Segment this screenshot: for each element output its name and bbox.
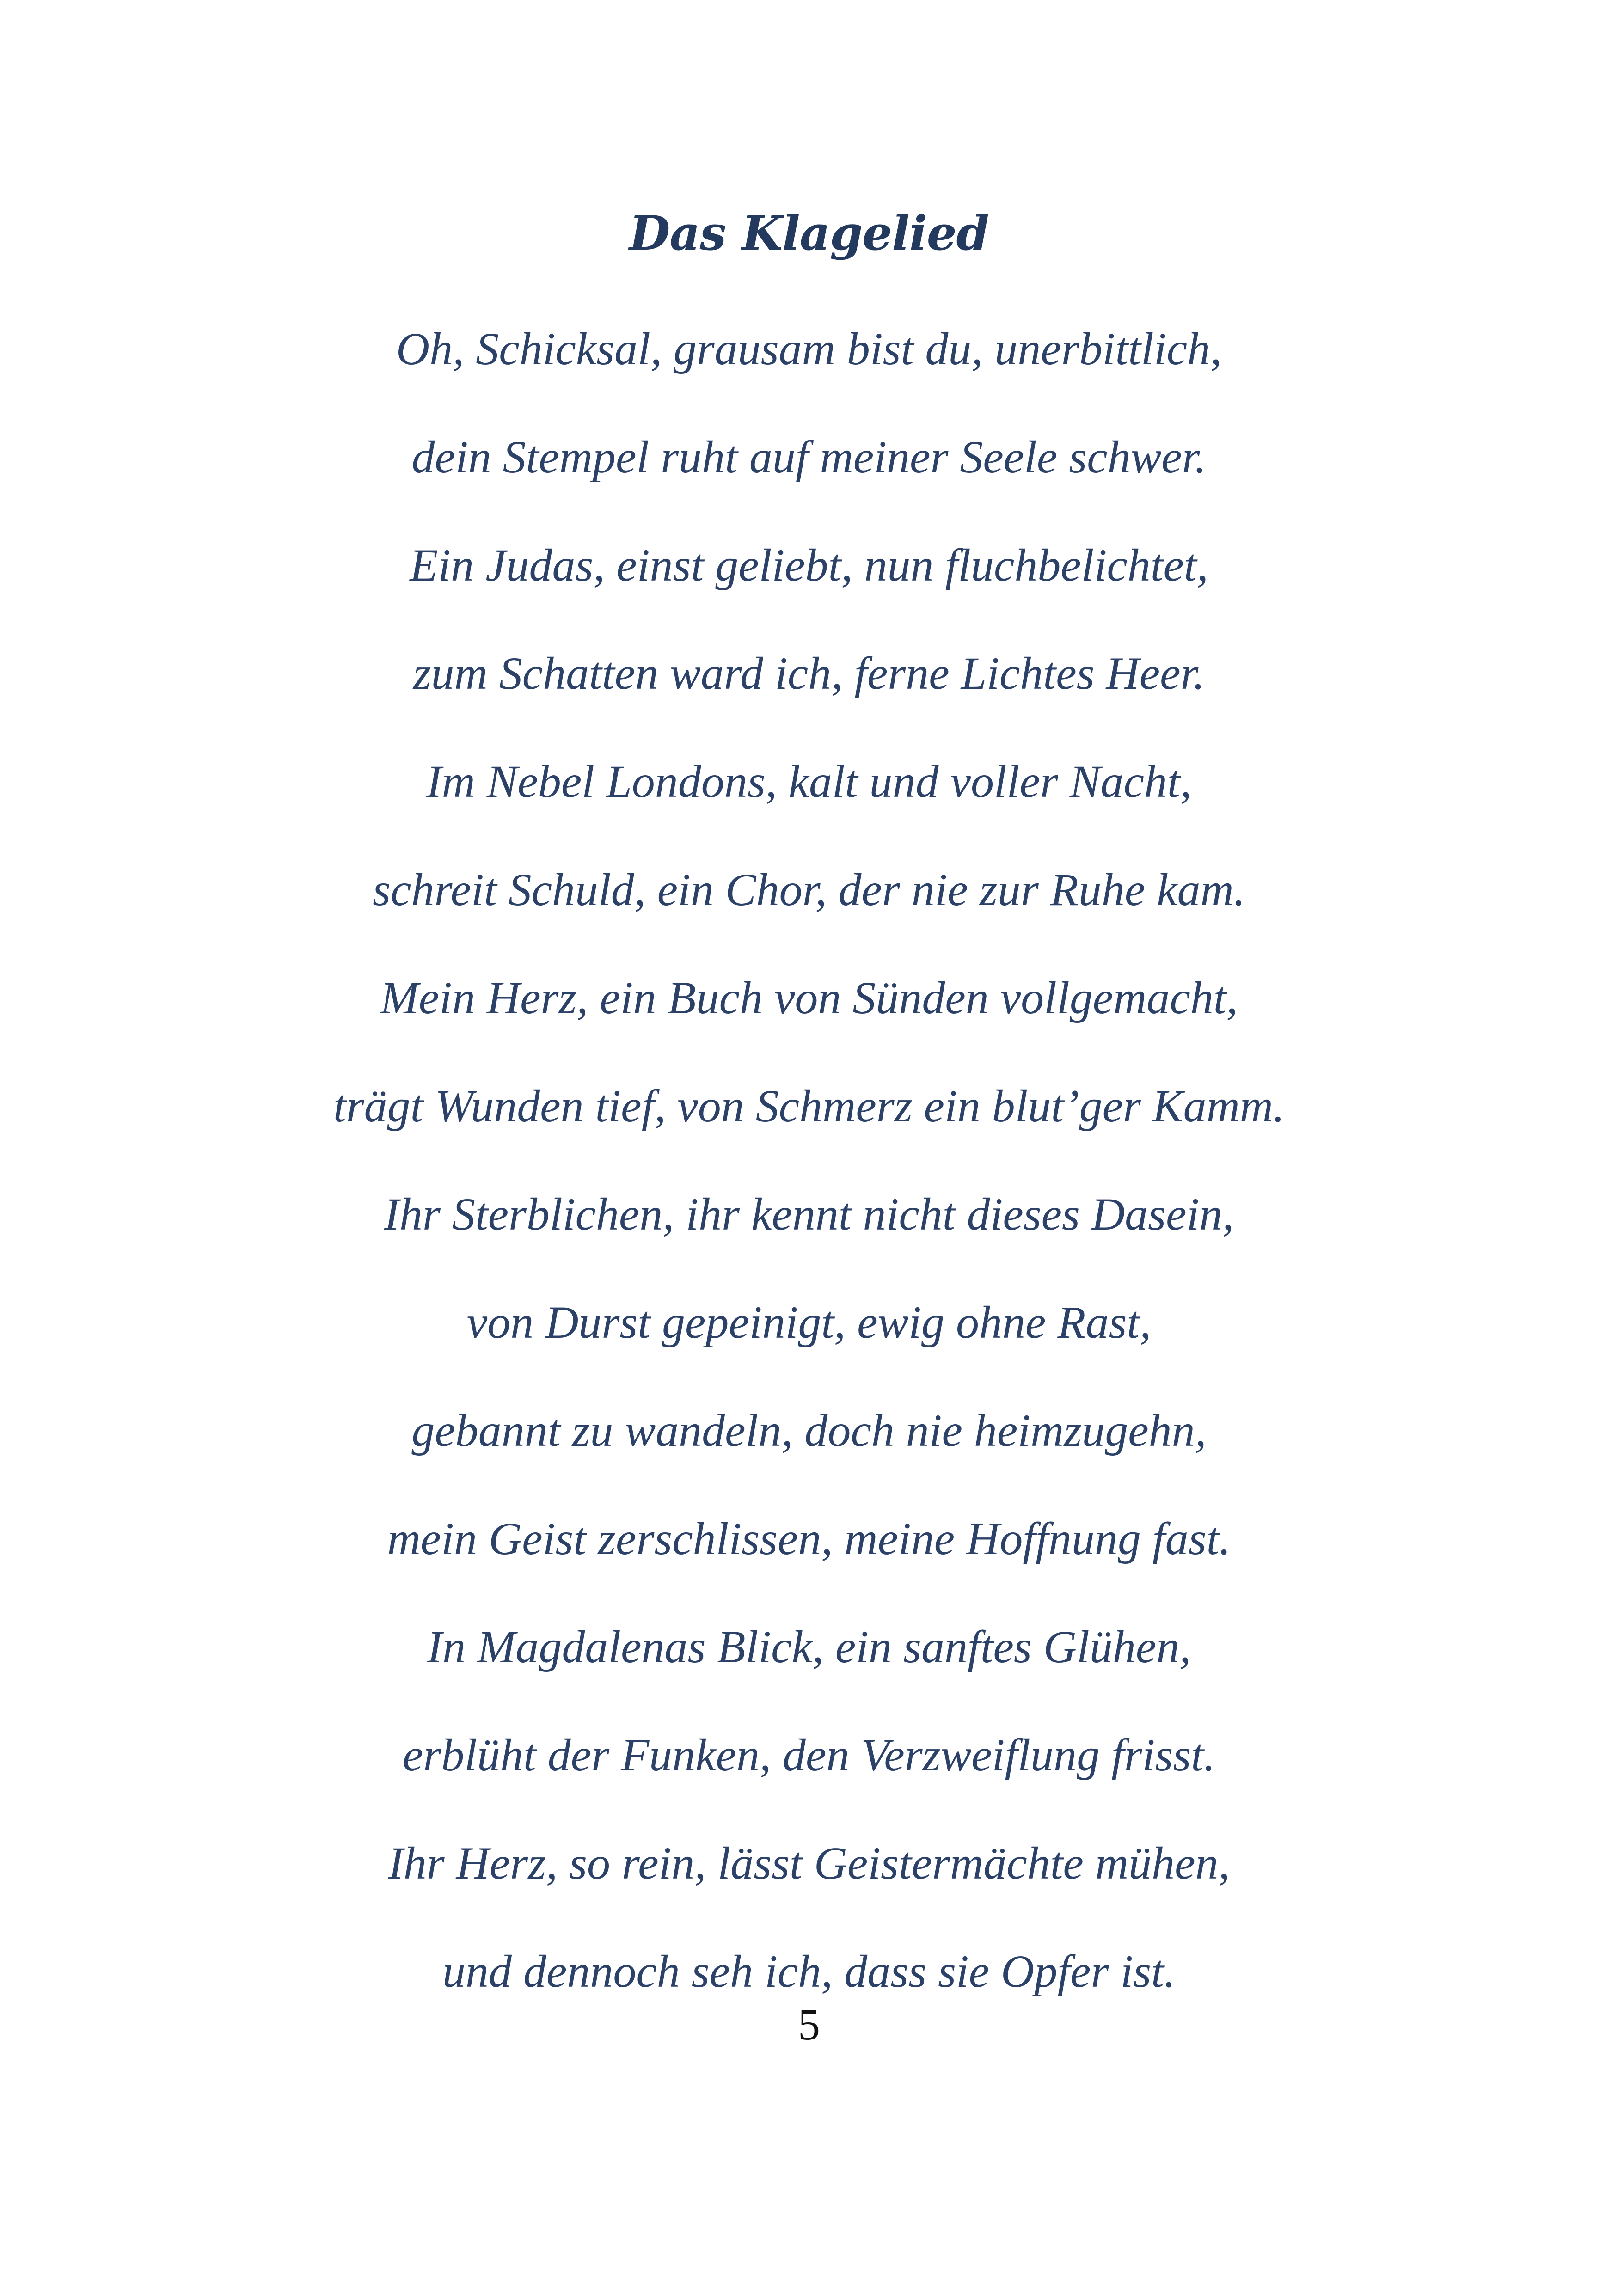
poem-line: Oh, Schicksal, grausam bist du, unerbittlich, bbox=[396, 323, 1222, 374]
poem-line: Ein Judas, einst geliebt, nun fluchbelichtet, bbox=[410, 539, 1208, 591]
poem-line: erblüht der Funken, den Verzweiflung frisst. bbox=[402, 1729, 1216, 1781]
poem-line: schreit Schuld, ein Chor, der nie zur Ruhe kam. bbox=[373, 864, 1245, 915]
poem-line: Ihr Herz, so rein, lässt Geistermächte mühen, bbox=[388, 1837, 1230, 1889]
poem-line: Mein Herz, ein Buch von Sünden vollgemacht, bbox=[380, 972, 1238, 1023]
poem-title: Das Klagelied bbox=[629, 206, 989, 261]
page-number: 5 bbox=[798, 2000, 820, 2049]
poem-line: dein Stempel ruht auf meiner Seele schwer. bbox=[411, 431, 1207, 483]
poem-body bbox=[0, 319, 1618, 2050]
poem-line: Im Nebel Londons, kalt und voller Nacht, bbox=[426, 756, 1192, 807]
poem-line: mein Geist zerschlissen, meine Hoffnung fast. bbox=[387, 1513, 1231, 1564]
poem-line: von Durst gepeinigt, ewig ohne Rast, bbox=[466, 1297, 1152, 1348]
poem-line: In Magdalenas Blick, ein sanftes Glühen, bbox=[427, 1621, 1191, 1672]
poem-line: gebannt zu wandeln, doch nie heimzugehn, bbox=[411, 1405, 1207, 1456]
poem-line: Ihr Sterblichen, ihr kennt nicht dieses Dasein, bbox=[384, 1188, 1234, 1240]
poem-line: trägt Wunden tief, von Schmerz ein blut’ger Kamm. bbox=[333, 1080, 1285, 1132]
poem-line: und dennoch seh ich, dass sie Opfer ist. bbox=[442, 1946, 1176, 1997]
poem-line: zum Schatten ward ich, ferne Lichtes Heer. bbox=[413, 648, 1205, 699]
